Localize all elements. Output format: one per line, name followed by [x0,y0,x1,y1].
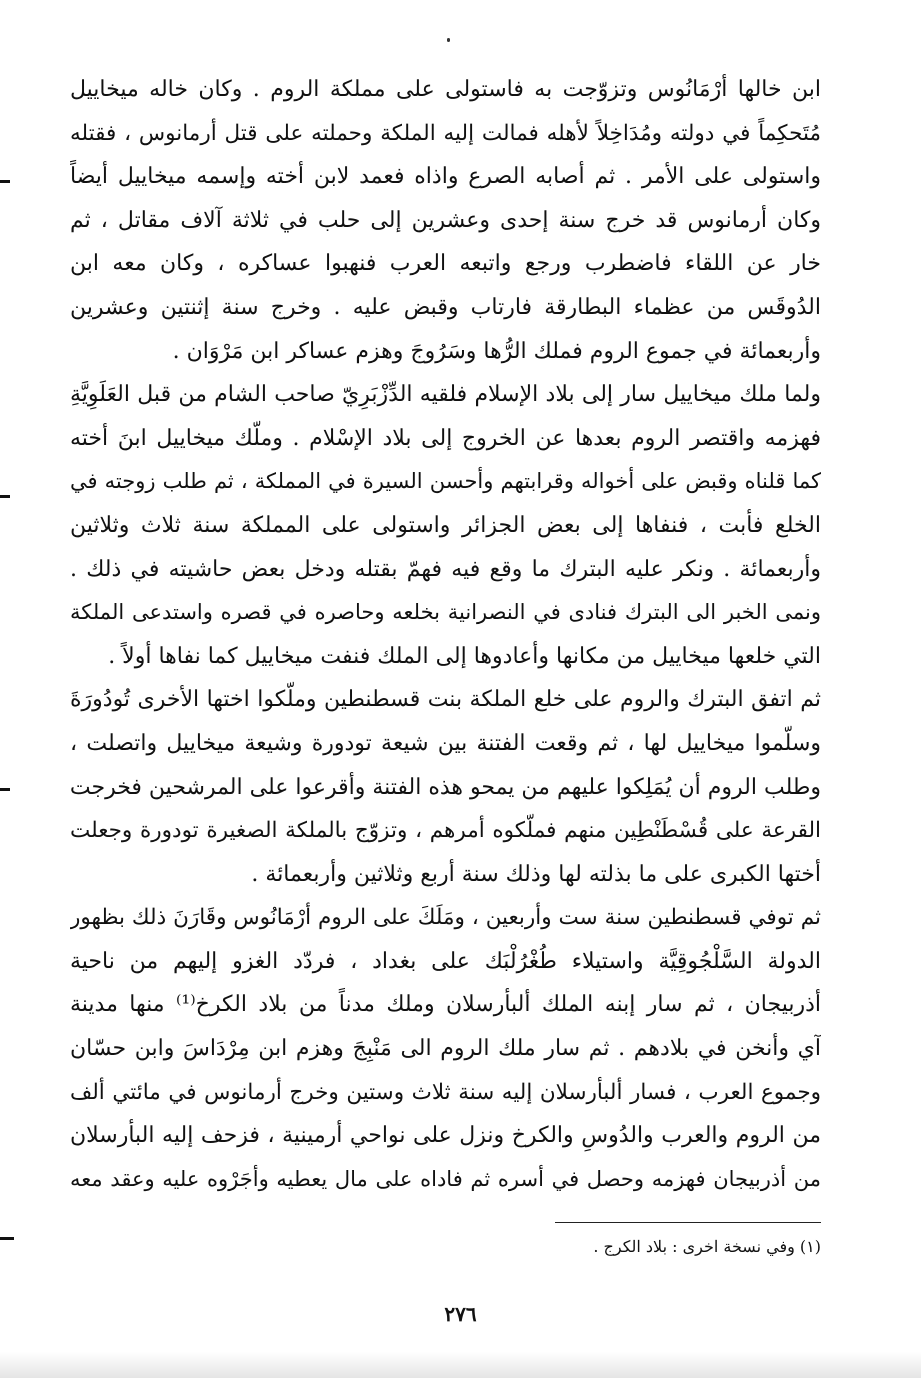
text-line: ونمى الخبر الى البترك فنادى في النصرانية بخلعه وحاصره في قصره واستدعى الملكة [70,600,821,625]
text-line: وطلب الروم أن يُمَلِكوا عليهم من يمحو هذه الفتنة وأقرعوا على المرشحين فخرجت [70,774,821,800]
text-line: من أذربيجان فهزمه وحصل في أسره ثم فاداه على مال يعطيه وأجَرْوه عليه وعقد معه [70,1166,821,1191]
text-line: القرعة على قُسْطَنْطِين منهم فملّكوه أمرهم ، وتزوّج بالملكة الصغيرة تودورة وجعلت [70,818,821,844]
margin-mark [0,495,10,498]
scan-edge-shadow [0,1352,921,1378]
top-dot-mark [447,38,450,42]
text-line: أذربيجان ، ثم سار إبنه الملك ألبأرسلان وملك مدناً من بلاد الكرخ⁽¹⁾ منها مدينة [70,992,821,1018]
text-line: وكان أرمانوس قد خرج سنة إحدى وعشرين إلى حلب في ثلاثة آلاف مقاتل ، ثم [70,207,821,233]
text-line: الدولة السَّلْجُوقِيَّة واستيلاء طُغْرُلْبَك على بغداد ، فردّد الغزو إليهم من ناحية [70,948,821,974]
text-line: وجموع العرب ، فسار ألبأرسلان إليه سنة ثلاث وستين وخرج أرمانوس في مائتي ألف [70,1079,821,1105]
text-line: وأربعمائة . ونكر عليه البترك ما وقع فيه فهمّ بقتله ودخل بعض حاشيته في ذلك . [70,556,821,582]
text-line: خار عن اللقاء فاضطرب ورجع واتبعه العرب فنهبوا عساكره ، وكان معه ابن [70,251,821,277]
text-line: ثم توفي قسطنطين سنة ست وأربعين ، ومَلَكَ على الروم أرْمَانُوس وقَارَنَ ذلك بظهور [70,905,821,931]
body-text [70,68,821,1201]
text-line: فهزمه واقتصر الروم بعدها عن الخروج إلى بلاد الإسْلام . وملّك ميخاييل ابنَ أخته [70,425,821,451]
text-line: الدُوقَس من عظماء البطارقة فارتاب وقبض عليه . وخرج سنة إثنتين وعشرين [70,294,821,320]
text-line: مُتَحكِماً في دولته ومُدَاخِلاً لأهله فمالت إليه الملكة وحملته على قتل أرمانوس ، فقتله [70,120,821,146]
text-line: من الروم والعرب والدُوسِ والكرخ ونزل على نواحي أرمينية ، فزحف إليه البأرسلان [70,1123,821,1149]
text-line: وسلّموا ميخاييل لها ، ثم وقعت الفتنة بين شيعة تودورة وشيعة ميخاييل واتصلت ، [70,730,821,756]
margin-mark [0,1237,14,1240]
text-line: آي وأنخن في بلادهم . ثم سار ملك الروم الى مَنْبِجَ وهزم ابن مِرْدَاسَ وابن حسّان [70,1036,821,1062]
text-line: ثم اتفق البترك والروم على خلع الملكة بنت قسطنطين وملّكوا اختها الأخرى تُودُورَةَ [70,687,821,713]
text-line: ولما ملك ميخاييل سار إلى بلاد الإسلام فلقيه الدِّزْبَرِيّ صاحب الشام من قبل العَلَوِيَّةِ [70,382,821,408]
text-line: واستولى على الأمر . ثم أصابه الصرع واذاه فعمد لابن أخته وإسمه ميخاييل أيضاً [70,164,821,190]
footnote-rule [555,1222,821,1223]
text-line: أختها الكبرى على ما بذلته لها وذلك سنة أربع وثلاثين وأربعمائة . [251,861,821,887]
text-line: ابن خالها أرْمَانُوس وتزوّجت به فاستولى على مملكة الروم . وكان خاله ميخاييل [70,77,821,102]
margin-mark [0,180,10,183]
text-line: وأربعمائة في جموع الروم فملك الرُّها وسَرُوجَ وهزم عساكر ابن مَرْوَان . [172,338,821,364]
text-line: الخلع فأبت ، فنفاها إلى بعض الجزائر واستولى على المملكة سنة ثلاث وثلاثين [70,512,821,538]
margin-mark [0,788,10,791]
footnote: (١) وفي نسخة اخرى : بلاد الكرج . [593,1237,821,1256]
page-number: ٢٧٦ [444,1302,477,1326]
text-line: كما قلناه وقبض على أخواله وقرابتهم وأحسن السيرة في المملكة ، ثم طلب زوجته في [70,469,821,494]
text-line: التي خلعها ميخاييل من مكانها وأعادوها إلى الملك فنفت ميخاييل كما نفاها أولاً . [108,643,821,669]
